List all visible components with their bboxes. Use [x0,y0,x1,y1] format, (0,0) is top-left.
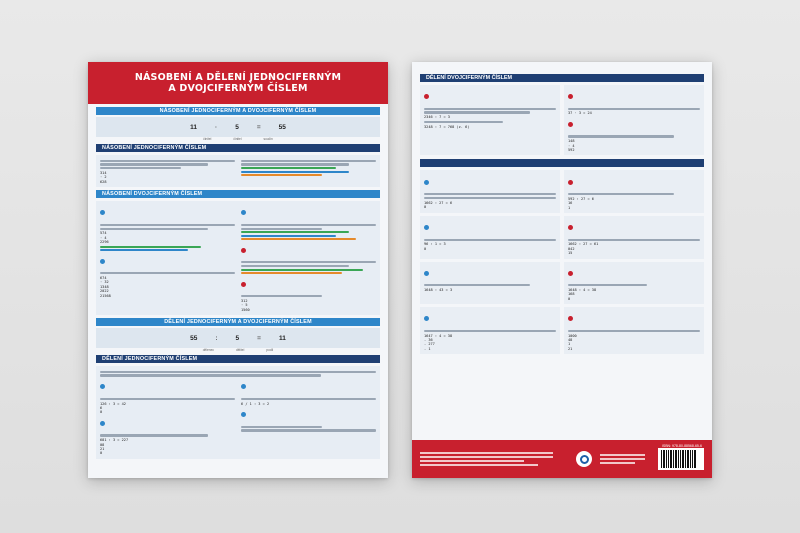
div-dividend: 55 [190,334,198,342]
step-badge [568,180,573,185]
calc-block: 37 · 3 = 24 [568,111,592,116]
div-label: dělitel [235,348,245,353]
back-row [420,170,704,213]
div-operator: : [215,334,218,342]
back-row [420,262,704,305]
calc-block: 1648 : 43 = 3 [424,287,453,292]
step-badge [241,210,246,215]
calc-block: 96 : 1 = 3 0 [424,242,446,251]
mult-labels [88,137,388,141]
back-step [564,262,704,305]
section-division: DĚLENÍ JEDNOCIFERNÝM A DVOJCIFERNÝM ČÍSLEM [96,318,380,326]
back-page [412,62,712,478]
footer-contact [600,452,650,465]
single-digit-mult-panel [96,155,380,187]
back-step [420,216,560,259]
publisher-logo-icon [576,451,592,467]
back-step [420,307,560,354]
barcode-icon [658,448,704,470]
single-digit-div-panel [96,366,380,459]
step-badge [424,225,429,230]
calc-block: 674 · 32 1348 2022 21568 [100,276,111,298]
front-title-line1: NÁSOBENÍ A DĚLENÍ JEDNOCIFERNÝM [134,72,342,83]
calc-block: 126 : 3 = 42 6 0 [100,401,126,415]
mult-equals: = [256,123,261,131]
back-step [420,85,560,155]
section-multiplication: NÁSOBENÍ JEDNOCIFERNÝM A DVOJCIFERNÝM ČÍSLEM [96,107,380,115]
back-step [420,262,560,305]
back-subsection-bar [420,159,704,167]
step-badge [424,94,429,99]
step-badge [568,225,573,230]
step-badge [241,384,246,389]
step-badge [424,316,429,321]
div-label: dělenec [202,348,214,353]
back-row [420,216,704,259]
calc-block: 592 : 27 = 6 16 1 [568,196,594,210]
subsection-single-digit-div: DĚLENÍ JEDNOCIFERNÝM ČÍSLEM [96,355,380,363]
div-equals: = [257,334,261,342]
calc-block: 2346 : 7 = 3 [424,115,450,120]
step-badge [100,210,105,215]
calc-block: 1647 : 4 = 38 - 36 - 277 - 1 [424,333,453,351]
calc-block: 1000 48 1 21 [568,333,577,351]
calc-block: 681 : 3 = 227 08 21 0 [100,438,129,456]
front-page [88,62,388,478]
front-title-block [88,62,388,104]
mult-factor-b: 5 [235,123,239,131]
mult-factor-a: 11 [190,123,198,131]
div-divisor: 5 [235,334,240,342]
calc-block: 1648 : 4 = 38 168 0 [568,287,597,301]
back-step [564,170,704,213]
back-section-title: DĚLENÍ DVOJCIFERNÝM ČÍSLEM [420,74,704,82]
step-badge [424,271,429,276]
calc-block: 6 / 1 : 3 = 2 [241,401,270,406]
mult-label: činitel [203,137,212,141]
calc-block: 148 · 4 592 [568,139,575,152]
back-footer [412,440,712,478]
step-badge [424,180,429,185]
front-title-line2: A DVOJCIFERNÝM ČÍSLEM [168,83,308,94]
mult-label: činitel [233,137,242,141]
calc-block: 1662 : 27 = 6 0 [424,200,453,209]
step-badge [568,271,573,276]
back-step [564,216,704,259]
step-badge [568,94,573,99]
footer-text [420,450,568,467]
step-badge [100,384,105,389]
div-quotient: 11 [278,334,286,342]
subsection-double-digit-mult: NÁSOBENÍ DVOJCIFERNÝM ČÍSLEM [96,190,380,198]
step-badge [568,122,573,127]
calc-block: 1662 : 27 = 61 042 15 [568,242,599,256]
back-step [564,307,704,354]
back-step [420,170,560,213]
step-badge [241,412,246,417]
div-label: podíl [266,348,274,353]
back-step [564,85,704,155]
step-badge [241,248,246,253]
calc-block: 3248 : 7 = 768 (z. 6) [424,124,470,129]
subsection-single-digit-mult: NÁSOBENÍ JEDNOCIFERNÝM ČÍSLEM [96,144,380,152]
step-badge [100,421,105,426]
double-digit-mult-panel [96,201,380,315]
div-labels [88,348,388,352]
step-badge [100,259,105,264]
back-row [420,85,704,155]
step-badge [241,282,246,287]
mult-product: 55 [278,123,286,131]
calc-block: 312 · 5 1560 [241,298,250,312]
mult-operator: · [215,123,218,131]
calc-block: 574 · 4 2296 [100,231,109,245]
mult-label: součin [263,137,273,141]
back-row [420,307,704,354]
multiplication-equation [96,117,380,137]
calc-block: 314 · 2 628 [100,170,107,184]
division-equation [96,328,380,348]
step-badge [568,316,573,321]
isbn-label: ISBN: 978-80-88568-65-6 [661,444,702,448]
